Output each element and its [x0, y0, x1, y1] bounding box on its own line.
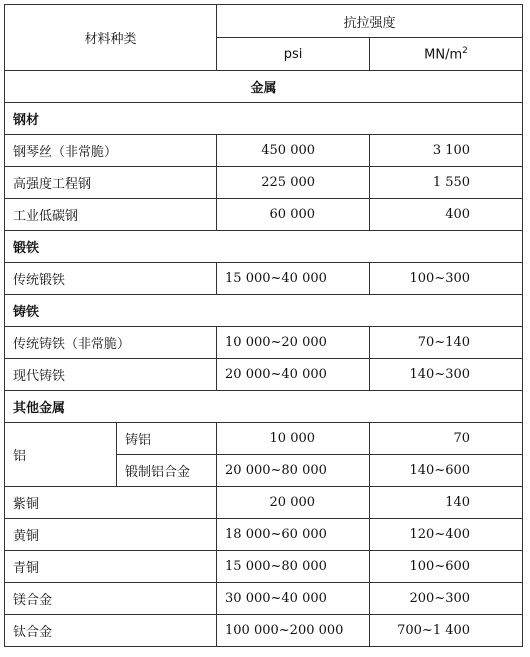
mn-value: 700~1 400 — [370, 615, 523, 647]
material-name: 现代铸铁 — [5, 359, 217, 391]
mn-value: 1 550 — [370, 167, 523, 199]
mn-value: 3 100 — [370, 135, 523, 167]
table-row — [5, 135, 523, 167]
mn-value: 70 — [370, 423, 523, 455]
material-name: 钛合金 — [5, 615, 217, 647]
psi-value: 18 000~60 000 — [217, 519, 370, 551]
material-name: 铝 — [5, 423, 117, 487]
psi-value: 100 000~200 000 — [217, 615, 370, 647]
mn-value: 140 — [370, 487, 523, 519]
table-row — [5, 327, 523, 359]
section-other-metals: 其他金属 — [5, 391, 523, 423]
material-name: 传统锻铁 — [5, 263, 217, 295]
psi-value: 10 000 — [217, 423, 370, 455]
table-row — [5, 487, 523, 519]
material-name: 镁合金 — [5, 583, 217, 615]
table-row — [5, 359, 523, 391]
psi-unit-header: psi — [217, 38, 370, 71]
table-row — [5, 167, 523, 199]
psi-value: 20 000~80 000 — [217, 455, 370, 487]
material-type-header: 材料种类 — [5, 5, 217, 71]
mn-value: 400 — [370, 199, 523, 231]
mn-value: 120~400 — [370, 519, 523, 551]
table-row — [5, 199, 523, 231]
psi-value: 60 000 — [217, 199, 370, 231]
material-subname: 铸铝 — [117, 423, 217, 455]
mn-value: 100~600 — [370, 551, 523, 583]
psi-value: 225 000 — [217, 167, 370, 199]
psi-value: 20 000 — [217, 487, 370, 519]
section-steel: 钢材 — [5, 103, 523, 135]
mn-value: 100~300 — [370, 263, 523, 295]
material-name: 传统铸铁（非常脆） — [5, 327, 217, 359]
material-name: 高强度工程钢 — [5, 167, 217, 199]
material-name: 钢琴丝（非常脆） — [5, 135, 217, 167]
mn-value: 140~300 — [370, 359, 523, 391]
material-name: 黄铜 — [5, 519, 217, 551]
section-metals: 金属 — [5, 71, 523, 103]
table-row — [5, 583, 523, 615]
psi-value: 30 000~40 000 — [217, 583, 370, 615]
mn-value: 70~140 — [370, 327, 523, 359]
table-row — [5, 519, 523, 551]
psi-value: 10 000~20 000 — [217, 327, 370, 359]
table-row — [5, 551, 523, 583]
table-row — [5, 263, 523, 295]
psi-value: 15 000~40 000 — [217, 263, 370, 295]
material-name: 紫铜 — [5, 487, 217, 519]
material-name: 工业低碳钢 — [5, 199, 217, 231]
material-name: 青铜 — [5, 551, 217, 583]
mn-value: 140~600 — [370, 455, 523, 487]
psi-value: 20 000~40 000 — [217, 359, 370, 391]
tensile-strength-table — [4, 4, 523, 647]
psi-value: 15 000~80 000 — [217, 551, 370, 583]
section-cast-iron: 铸铁 — [5, 295, 523, 327]
psi-value: 450 000 — [217, 135, 370, 167]
material-subname: 锻制铝合金 — [117, 455, 217, 487]
mn-value: 200~300 — [370, 583, 523, 615]
mn-unit-header: $MN/m^2$ — [370, 38, 523, 71]
tensile-strength-header: 抗拉强度 — [217, 5, 523, 38]
table-row — [5, 423, 523, 455]
table-row — [5, 615, 523, 647]
section-wrought-iron: 锻铁 — [5, 231, 523, 263]
